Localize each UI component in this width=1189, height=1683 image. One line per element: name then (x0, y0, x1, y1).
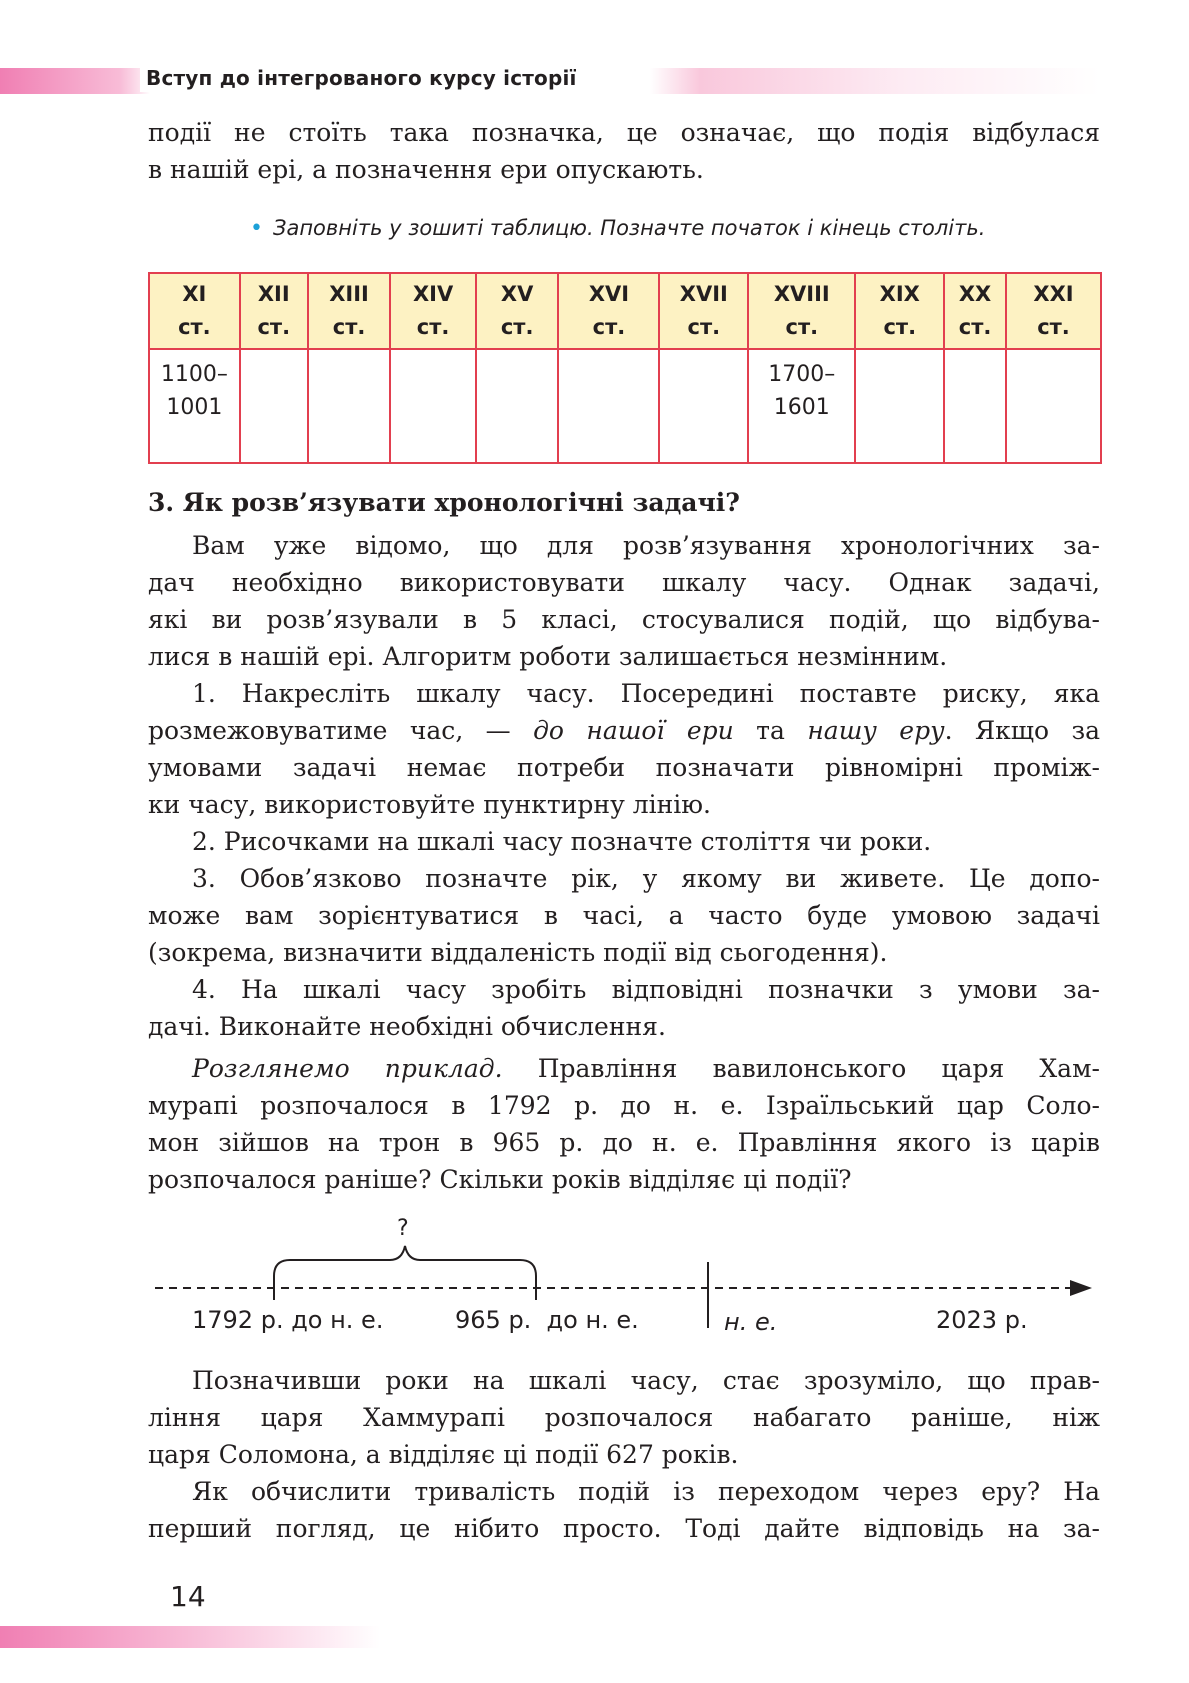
table-cell (855, 349, 944, 463)
text-line: царя Соломона, а відділяє ці події 627 років. (148, 1440, 739, 1469)
table-header-row (149, 273, 1101, 349)
task-text: Заповніть у зошиті таблицю. Позначте початок і кінець століть. (272, 216, 986, 240)
table-header-cell: XII ст. (240, 273, 308, 349)
text-line: мурапі розпочалося в 1792 р. до н. е. Ізраїльський цар Соло- (148, 1091, 1100, 1120)
text-line: 1. Накресліть шкалу часу. Посередині поставте риску, яка (192, 679, 1100, 708)
text-line: події не стоїть така позначка, це означає, що подія відбулася (148, 118, 1100, 147)
bullet-icon: • (250, 216, 263, 241)
table-header-cell: XXI ст. (1006, 273, 1101, 349)
intro-paragraph (148, 114, 1100, 188)
text-line: 2. Рисочками на шкалі часу позначте століття чи роки. (192, 827, 932, 856)
text-line: Вам уже відомо, що для розв’язування хронологічних за- (192, 531, 1100, 560)
step-1 (148, 675, 1100, 823)
text-line: ління царя Хаммурапі розпочалося набагато раніше, ніж (148, 1403, 1100, 1432)
result-paragraph (148, 1362, 1100, 1473)
footer-band (0, 1626, 380, 1648)
text-line: лися в нашій ері. Алгоритм роботи залишається незмінним. (148, 642, 948, 671)
text-line: розмежовуватиме час, — до нашої ери та нашу еру. Якщо за (148, 716, 1100, 745)
table-cell: 1100– 1001 (149, 349, 240, 463)
label-1792: 1792 р. до н. е. (192, 1306, 384, 1334)
page-number: 14 (170, 1580, 206, 1613)
table-header-cell: XIII ст. (308, 273, 391, 349)
table-cell: 1700– 1601 (748, 349, 855, 463)
section-heading: 3. Як розв’язувати хронологічні задачі? (148, 488, 740, 517)
text-line: ки часу, використовуйте пунктирну лінію. (148, 790, 711, 819)
paragraph-intro (148, 527, 1100, 675)
table-header-cell: XIV ст. (390, 273, 476, 349)
text-line: Розглянемо приклад. Правління вавилонського царя Хам- (192, 1054, 1100, 1083)
text-line: умовами задачі немає потреби позначати рівномірні проміж- (148, 753, 1100, 782)
task-instruction (250, 216, 985, 241)
table-cell (308, 349, 391, 463)
table-cell (476, 349, 559, 463)
text-line: розпочалося раніше? Скільки років відділяє ці події? (148, 1165, 852, 1194)
table-header-cell: XVII ст. (659, 273, 748, 349)
text-line: (зокрема, визначити віддаленість події від сьогодення). (148, 938, 888, 967)
table-cell (240, 349, 308, 463)
step-4 (148, 971, 1100, 1045)
text-line: 3. Обов’язково позначте рік, у якому ви живете. Це допо- (192, 864, 1100, 893)
label-2023: 2023 р. (936, 1306, 1028, 1334)
table-cell (1006, 349, 1101, 463)
step-2 (148, 823, 1100, 860)
centuries-table (148, 272, 1102, 464)
text-line: 4. На шкалі часу зробіть відповідні позначки з умови за- (192, 975, 1100, 1004)
text-line: перший погляд, це нібито просто. Тоді дайте відповідь на за- (148, 1514, 1100, 1543)
table-header-cell: XV ст. (476, 273, 559, 349)
text-line: які ви розв’язували в 5 класі, стосувалися подій, що відбува- (148, 605, 1100, 634)
interval-brace (274, 1246, 536, 1288)
table-header-cell: XVIII ст. (748, 273, 855, 349)
label-965: 965 р. до н. е. (455, 1306, 639, 1334)
table-header-cell: XVI ст. (558, 273, 659, 349)
text-line: мон зійшов на трон в 965 р. до н. е. Правління якого із царів (148, 1128, 1100, 1157)
running-header: Вступ до інтегрованого курсу історії (140, 64, 583, 92)
text-line: Позначивши роки на шкалі часу, стає зрозуміло, що прав- (192, 1366, 1100, 1395)
timeline-arrow-icon (1070, 1280, 1092, 1296)
table-cell (558, 349, 659, 463)
text-line: може вам зорієнтуватися в часі, а часто буде умовою задачі (148, 901, 1100, 930)
table-cell (659, 349, 748, 463)
table-cell (944, 349, 1006, 463)
text-line: дач необхідно використовувати шкалу часу. Однак задачі, (148, 568, 1100, 597)
final-paragraph (148, 1473, 1100, 1547)
text-line: в нашій ері, а позначення ери опускають. (148, 155, 704, 184)
table-row (149, 349, 1101, 463)
step-3 (148, 860, 1100, 971)
table-cell (390, 349, 476, 463)
text-line: Як обчислити тривалість подій із переходом через еру? На (192, 1477, 1100, 1506)
question-mark: ? (397, 1216, 409, 1241)
table-header-cell: XI ст. (149, 273, 240, 349)
table-header-cell: XIX ст. (855, 273, 944, 349)
label-ne: н. е. (724, 1308, 778, 1336)
text-line: дачі. Виконайте необхідні обчислення. (148, 1012, 666, 1041)
table-header-cell: XX ст. (944, 273, 1006, 349)
example-paragraph (148, 1050, 1100, 1198)
timeline-svg (150, 1218, 1100, 1358)
